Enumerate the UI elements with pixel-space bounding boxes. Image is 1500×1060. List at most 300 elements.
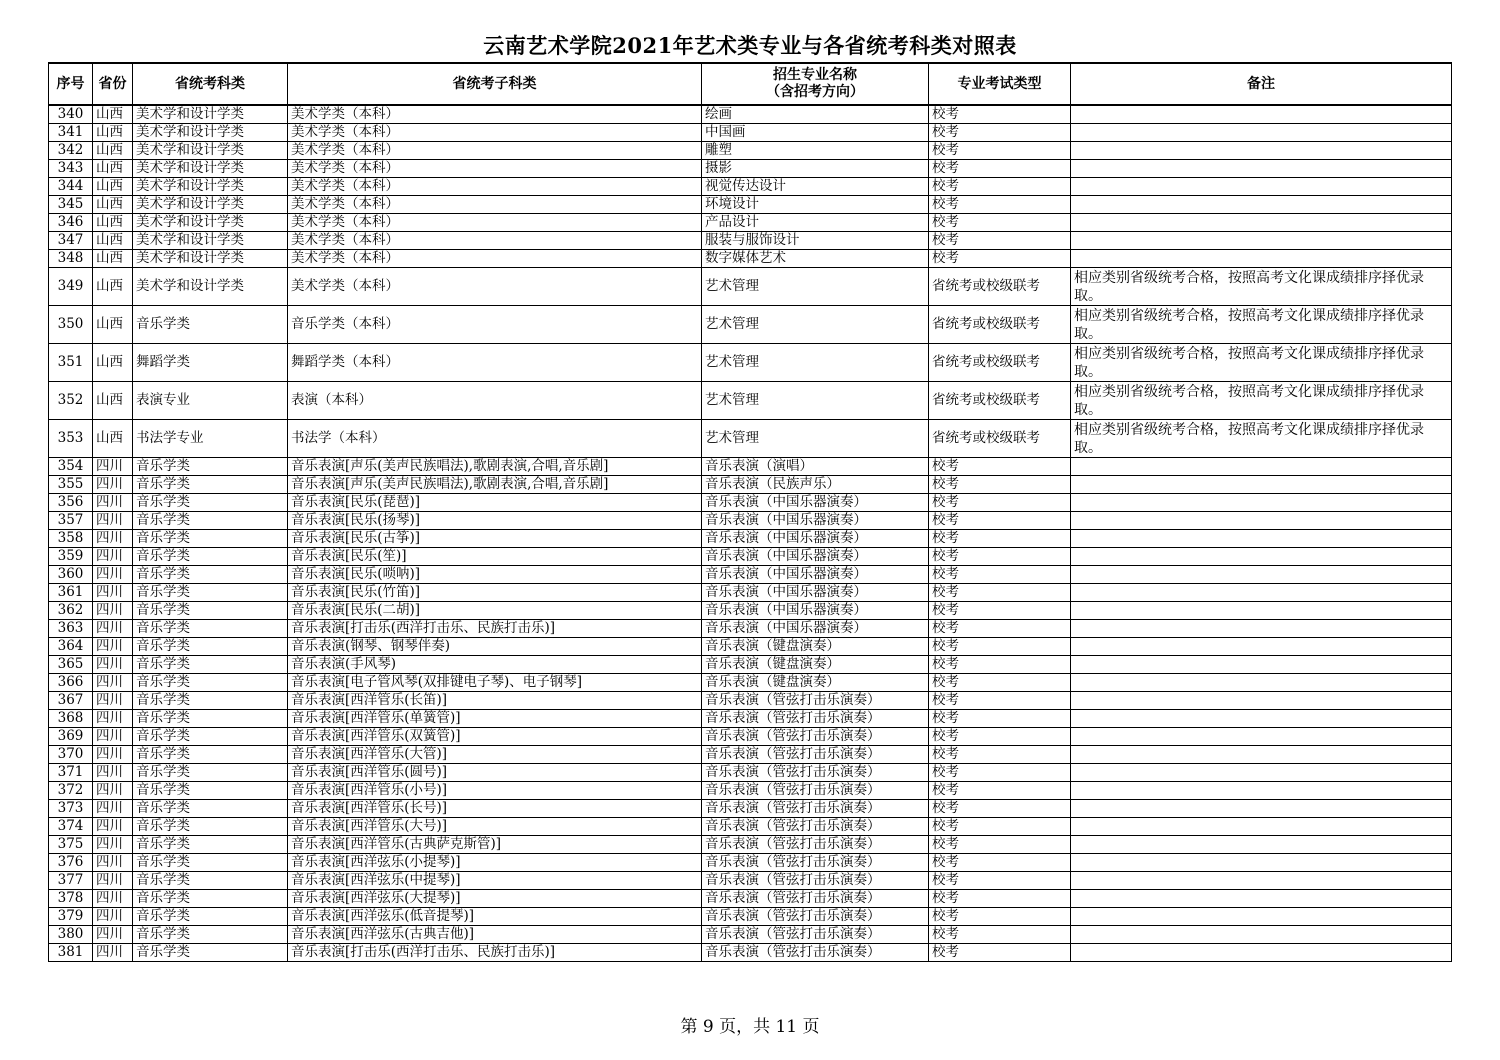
cell-major: 音乐表演（中国乐器演奏） <box>702 602 929 620</box>
table-row <box>49 458 1452 476</box>
cell-province: 山西 <box>93 196 133 214</box>
cell-province: 四川 <box>93 512 133 530</box>
cell-note <box>1071 494 1452 512</box>
cell-major: 艺术管理 <box>702 306 929 344</box>
cell-no: 357 <box>49 512 93 530</box>
cell-exam-type: 校考 <box>929 530 1071 548</box>
cell-exam-type: 校考 <box>929 566 1071 584</box>
cell-note <box>1071 232 1452 250</box>
cell-category: 音乐学类 <box>133 782 288 800</box>
cell-no: 351 <box>49 344 93 382</box>
table-row <box>49 908 1452 926</box>
header-note: 备注 <box>1071 63 1452 105</box>
cell-subcategory: 美术学类（本科） <box>288 142 702 160</box>
cell-exam-type: 校考 <box>929 728 1071 746</box>
table-row <box>49 250 1452 268</box>
cell-note <box>1071 602 1452 620</box>
table-row <box>49 566 1452 584</box>
table-row <box>49 728 1452 746</box>
cell-exam-type: 校考 <box>929 548 1071 566</box>
header-exam-type: 专业考试类型 <box>929 63 1071 105</box>
cell-subcategory: 音乐表演[民乐(二胡)] <box>288 602 702 620</box>
cell-exam-type: 校考 <box>929 854 1071 872</box>
table-header-row <box>49 63 1452 105</box>
cell-exam-type: 省统考或校级联考 <box>929 268 1071 306</box>
header-category: 省统考科类 <box>133 63 288 105</box>
cell-no: 352 <box>49 382 93 420</box>
table-row <box>49 638 1452 656</box>
cell-note <box>1071 854 1452 872</box>
cell-no: 356 <box>49 494 93 512</box>
cell-exam-type: 校考 <box>929 584 1071 602</box>
cell-major: 音乐表演（管弦打击乐演奏） <box>702 710 929 728</box>
cell-exam-type: 校考 <box>929 638 1071 656</box>
cell-category: 音乐学类 <box>133 764 288 782</box>
cell-subcategory: 美术学类（本科） <box>288 268 702 306</box>
cell-no: 353 <box>49 420 93 458</box>
cell-no: 350 <box>49 306 93 344</box>
cell-subcategory: 音乐表演[西洋弦乐(小提琴)] <box>288 854 702 872</box>
cell-category: 舞蹈学类 <box>133 344 288 382</box>
cell-no: 375 <box>49 836 93 854</box>
cell-note: 相应类别省级统考合格，按照高考文化课成绩排序择优录取。 <box>1071 268 1452 306</box>
cell-category: 音乐学类 <box>133 746 288 764</box>
cell-province: 四川 <box>93 710 133 728</box>
cell-exam-type: 校考 <box>929 476 1071 494</box>
cell-province: 四川 <box>93 566 133 584</box>
cell-no: 346 <box>49 214 93 232</box>
cell-no: 373 <box>49 800 93 818</box>
table-row <box>49 268 1452 306</box>
cell-category: 音乐学类 <box>133 890 288 908</box>
cell-category: 音乐学类 <box>133 926 288 944</box>
table-row <box>49 926 1452 944</box>
cell-province: 山西 <box>93 250 133 268</box>
cell-exam-type: 校考 <box>929 764 1071 782</box>
cell-no: 376 <box>49 854 93 872</box>
cell-exam-type: 校考 <box>929 800 1071 818</box>
cell-major: 音乐表演（管弦打击乐演奏） <box>702 944 929 962</box>
cell-subcategory: 音乐表演[民乐(琵琶)] <box>288 494 702 512</box>
cell-no: 363 <box>49 620 93 638</box>
cell-major: 摄影 <box>702 160 929 178</box>
cell-province: 山西 <box>93 268 133 306</box>
cell-province: 山西 <box>93 420 133 458</box>
table-row <box>49 584 1452 602</box>
cell-major: 音乐表演（管弦打击乐演奏） <box>702 746 929 764</box>
cell-province: 四川 <box>93 926 133 944</box>
cell-category: 美术学和设计学类 <box>133 124 288 142</box>
cell-province: 四川 <box>93 692 133 710</box>
cell-category: 音乐学类 <box>133 638 288 656</box>
cell-province: 山西 <box>93 382 133 420</box>
cell-major: 音乐表演（中国乐器演奏） <box>702 494 929 512</box>
header-subcategory: 省统考子科类 <box>288 63 702 105</box>
cell-category: 美术学和设计学类 <box>133 214 288 232</box>
table-row <box>49 476 1452 494</box>
cell-category: 音乐学类 <box>133 306 288 344</box>
table-row <box>49 214 1452 232</box>
cell-exam-type: 校考 <box>929 926 1071 944</box>
cell-subcategory: 音乐表演(钢琴、钢琴伴奏) <box>288 638 702 656</box>
cell-exam-type: 校考 <box>929 656 1071 674</box>
cell-subcategory: 书法学（本科） <box>288 420 702 458</box>
cell-subcategory: 美术学类（本科） <box>288 196 702 214</box>
cell-no: 358 <box>49 530 93 548</box>
cell-province: 四川 <box>93 818 133 836</box>
cell-subcategory: 表演（本科） <box>288 382 702 420</box>
cell-category: 美术学和设计学类 <box>133 196 288 214</box>
cell-no: 347 <box>49 232 93 250</box>
cell-no: 379 <box>49 908 93 926</box>
cell-major: 音乐表演（管弦打击乐演奏） <box>702 692 929 710</box>
document-title: 云南艺术学院2021年艺术类专业与各省统考科类对照表 <box>483 33 1017 58</box>
cell-subcategory: 音乐表演[民乐(竹笛)] <box>288 584 702 602</box>
cell-subcategory: 音乐表演[民乐(古筝)] <box>288 530 702 548</box>
cell-major: 艺术管理 <box>702 420 929 458</box>
cell-subcategory: 音乐表演[声乐(美声民族唱法),歌剧表演,合唱,音乐剧] <box>288 458 702 476</box>
cell-category: 表演专业 <box>133 382 288 420</box>
cell-no: 343 <box>49 160 93 178</box>
cell-category: 音乐学类 <box>133 458 288 476</box>
cell-category: 音乐学类 <box>133 674 288 692</box>
cell-province: 四川 <box>93 602 133 620</box>
cell-note: 相应类别省级统考合格，按照高考文化课成绩排序择优录取。 <box>1071 382 1452 420</box>
cell-note <box>1071 782 1452 800</box>
cell-subcategory: 美术学类（本科） <box>288 178 702 196</box>
cell-no: 342 <box>49 142 93 160</box>
cell-note <box>1071 800 1452 818</box>
cell-exam-type: 校考 <box>929 142 1071 160</box>
cell-note <box>1071 872 1452 890</box>
cell-province: 四川 <box>93 872 133 890</box>
cell-no: 345 <box>49 196 93 214</box>
cell-subcategory: 音乐学类（本科） <box>288 306 702 344</box>
cell-note <box>1071 674 1452 692</box>
cell-no: 354 <box>49 458 93 476</box>
header-major-line2: （含招考方向） <box>766 84 864 100</box>
cell-major: 音乐表演（管弦打击乐演奏） <box>702 836 929 854</box>
cell-category: 音乐学类 <box>133 602 288 620</box>
table-row <box>49 944 1452 962</box>
cell-note <box>1071 926 1452 944</box>
cell-province: 四川 <box>93 584 133 602</box>
cell-subcategory: 音乐表演[西洋管乐(小号)] <box>288 782 702 800</box>
cell-major: 音乐表演（中国乐器演奏） <box>702 566 929 584</box>
cell-no: 366 <box>49 674 93 692</box>
header-province: 省份 <box>93 63 133 105</box>
cell-exam-type: 校考 <box>929 458 1071 476</box>
cell-exam-type: 省统考或校级联考 <box>929 420 1071 458</box>
cell-category: 美术学和设计学类 <box>133 142 288 160</box>
cell-no: 377 <box>49 872 93 890</box>
table-row <box>49 530 1452 548</box>
cell-no: 348 <box>49 250 93 268</box>
cell-subcategory: 音乐表演[西洋管乐(长笛)] <box>288 692 702 710</box>
cell-province: 四川 <box>93 656 133 674</box>
cell-note <box>1071 142 1452 160</box>
table-row <box>49 548 1452 566</box>
cell-province: 山西 <box>93 344 133 382</box>
table-row <box>49 764 1452 782</box>
cell-exam-type: 校考 <box>929 782 1071 800</box>
table-row <box>49 692 1452 710</box>
cell-province: 四川 <box>93 800 133 818</box>
cell-major: 音乐表演（管弦打击乐演奏） <box>702 908 929 926</box>
cell-major: 产品设计 <box>702 214 929 232</box>
cell-subcategory: 美术学类（本科） <box>288 105 702 124</box>
cell-major: 音乐表演（中国乐器演奏） <box>702 584 929 602</box>
cell-category: 书法学专业 <box>133 420 288 458</box>
cell-category: 音乐学类 <box>133 476 288 494</box>
cell-no: 371 <box>49 764 93 782</box>
cell-exam-type: 校考 <box>929 124 1071 142</box>
cell-major: 音乐表演（中国乐器演奏） <box>702 620 929 638</box>
table-row <box>49 854 1452 872</box>
cell-province: 山西 <box>93 306 133 344</box>
cell-exam-type: 校考 <box>929 512 1071 530</box>
cell-province: 四川 <box>93 854 133 872</box>
cell-note <box>1071 818 1452 836</box>
cell-major: 艺术管理 <box>702 344 929 382</box>
cell-note <box>1071 836 1452 854</box>
cell-exam-type: 校考 <box>929 674 1071 692</box>
cell-note <box>1071 250 1452 268</box>
table-row <box>49 710 1452 728</box>
table-row <box>49 124 1452 142</box>
cell-province: 四川 <box>93 620 133 638</box>
cell-major: 音乐表演（管弦打击乐演奏） <box>702 800 929 818</box>
cell-subcategory: 音乐表演[西洋弦乐(古典吉他)] <box>288 926 702 944</box>
cell-no: 374 <box>49 818 93 836</box>
cell-note <box>1071 196 1452 214</box>
cell-category: 音乐学类 <box>133 728 288 746</box>
table-row <box>49 420 1452 458</box>
cell-province: 四川 <box>93 746 133 764</box>
cell-note <box>1071 160 1452 178</box>
cell-province: 四川 <box>93 728 133 746</box>
cell-province: 四川 <box>93 494 133 512</box>
cell-subcategory: 音乐表演[西洋管乐(大管)] <box>288 746 702 764</box>
cell-no: 380 <box>49 926 93 944</box>
cell-no: 344 <box>49 178 93 196</box>
cell-category: 音乐学类 <box>133 692 288 710</box>
cell-note <box>1071 944 1452 962</box>
cell-note: 相应类别省级统考合格，按照高考文化课成绩排序择优录取。 <box>1071 306 1452 344</box>
cell-no: 381 <box>49 944 93 962</box>
cell-note <box>1071 124 1452 142</box>
table-row <box>49 344 1452 382</box>
cell-subcategory: 音乐表演[西洋管乐(双簧管)] <box>288 728 702 746</box>
cell-no: 355 <box>49 476 93 494</box>
cell-category: 音乐学类 <box>133 512 288 530</box>
cell-major: 中国画 <box>702 124 929 142</box>
cell-no: 367 <box>49 692 93 710</box>
table-row <box>49 494 1452 512</box>
cell-note <box>1071 656 1452 674</box>
cell-exam-type: 校考 <box>929 232 1071 250</box>
cell-major: 艺术管理 <box>702 382 929 420</box>
table-row <box>49 836 1452 854</box>
cell-major: 音乐表演（管弦打击乐演奏） <box>702 926 929 944</box>
cell-subcategory: 音乐表演[西洋管乐(单簧管)] <box>288 710 702 728</box>
cell-exam-type: 校考 <box>929 494 1071 512</box>
cell-no: 372 <box>49 782 93 800</box>
cell-subcategory: 音乐表演[声乐(美声民族唱法),歌剧表演,合唱,音乐剧] <box>288 476 702 494</box>
table-row <box>49 746 1452 764</box>
cell-category: 美术学和设计学类 <box>133 178 288 196</box>
cell-note <box>1071 638 1452 656</box>
cell-major: 视觉传达设计 <box>702 178 929 196</box>
table-row <box>49 105 1452 124</box>
cell-exam-type: 校考 <box>929 160 1071 178</box>
cell-category: 音乐学类 <box>133 530 288 548</box>
cell-category: 美术学和设计学类 <box>133 160 288 178</box>
cell-category: 音乐学类 <box>133 944 288 962</box>
cell-subcategory: 音乐表演[西洋弦乐(中提琴)] <box>288 872 702 890</box>
table-row <box>49 232 1452 250</box>
cell-category: 音乐学类 <box>133 800 288 818</box>
header-major-line1: 招生专业名称 <box>773 67 857 83</box>
cell-province: 四川 <box>93 764 133 782</box>
cell-major: 音乐表演（管弦打击乐演奏） <box>702 890 929 908</box>
cell-exam-type: 校考 <box>929 746 1071 764</box>
cell-major: 音乐表演（管弦打击乐演奏） <box>702 764 929 782</box>
cell-major: 雕塑 <box>702 142 929 160</box>
cell-exam-type: 校考 <box>929 710 1071 728</box>
cell-province: 四川 <box>93 638 133 656</box>
cell-category: 音乐学类 <box>133 548 288 566</box>
cell-category: 音乐学类 <box>133 494 288 512</box>
cell-note <box>1071 692 1452 710</box>
cell-major: 音乐表演（民族声乐） <box>702 476 929 494</box>
cell-no: 360 <box>49 566 93 584</box>
cell-major: 音乐表演（中国乐器演奏） <box>702 548 929 566</box>
table-row <box>49 512 1452 530</box>
cell-no: 349 <box>49 268 93 306</box>
cell-subcategory: 音乐表演[西洋管乐(古典萨克斯管)] <box>288 836 702 854</box>
cell-category: 音乐学类 <box>133 710 288 728</box>
cell-no: 341 <box>49 124 93 142</box>
cell-subcategory: 音乐表演[打击乐(西洋打击乐、民族打击乐)] <box>288 620 702 638</box>
cell-note: 相应类别省级统考合格，按照高考文化课成绩排序择优录取。 <box>1071 420 1452 458</box>
header-no: 序号 <box>49 63 93 105</box>
cell-exam-type: 省统考或校级联考 <box>929 382 1071 420</box>
cell-category: 音乐学类 <box>133 872 288 890</box>
cell-province: 四川 <box>93 890 133 908</box>
cell-major: 音乐表演（键盘演奏） <box>702 656 929 674</box>
table-row <box>49 800 1452 818</box>
cell-exam-type: 校考 <box>929 214 1071 232</box>
cell-major: 音乐表演（管弦打击乐演奏） <box>702 728 929 746</box>
cell-category: 美术学和设计学类 <box>133 105 288 124</box>
cell-province: 四川 <box>93 782 133 800</box>
cell-province: 山西 <box>93 214 133 232</box>
cell-note <box>1071 530 1452 548</box>
cell-exam-type: 校考 <box>929 872 1071 890</box>
cell-note <box>1071 548 1452 566</box>
cell-no: 362 <box>49 602 93 620</box>
cell-major: 音乐表演（键盘演奏） <box>702 638 929 656</box>
cell-note: 相应类别省级统考合格，按照高考文化课成绩排序择优录取。 <box>1071 344 1452 382</box>
cell-exam-type: 校考 <box>929 602 1071 620</box>
cell-category: 音乐学类 <box>133 818 288 836</box>
cell-category: 音乐学类 <box>133 908 288 926</box>
cell-exam-type: 校考 <box>929 908 1071 926</box>
cell-major: 音乐表演（管弦打击乐演奏） <box>702 818 929 836</box>
cell-note <box>1071 746 1452 764</box>
cell-major: 音乐表演（管弦打击乐演奏） <box>702 872 929 890</box>
table-row <box>49 196 1452 214</box>
cell-major: 数字媒体艺术 <box>702 250 929 268</box>
cell-note <box>1071 458 1452 476</box>
cell-major: 服装与服饰设计 <box>702 232 929 250</box>
cell-province: 山西 <box>93 178 133 196</box>
cell-province: 四川 <box>93 674 133 692</box>
cell-major: 艺术管理 <box>702 268 929 306</box>
cell-no: 364 <box>49 638 93 656</box>
cell-major: 音乐表演（管弦打击乐演奏） <box>702 854 929 872</box>
page-footer: 第 9 页，共 11 页 <box>680 1017 820 1037</box>
cell-province: 四川 <box>93 944 133 962</box>
cell-province: 山西 <box>93 232 133 250</box>
cell-province: 四川 <box>93 530 133 548</box>
table-row <box>49 602 1452 620</box>
cell-province: 四川 <box>93 836 133 854</box>
cell-note <box>1071 710 1452 728</box>
cell-subcategory: 音乐表演[民乐(笙)] <box>288 548 702 566</box>
table-row <box>49 160 1452 178</box>
cell-province: 山西 <box>93 142 133 160</box>
cell-province: 四川 <box>93 458 133 476</box>
cell-category: 音乐学类 <box>133 836 288 854</box>
cell-major: 音乐表演（键盘演奏） <box>702 674 929 692</box>
cell-major: 音乐表演（中国乐器演奏） <box>702 530 929 548</box>
cell-note <box>1071 890 1452 908</box>
cell-subcategory: 音乐表演[西洋弦乐(大提琴)] <box>288 890 702 908</box>
cell-category: 美术学和设计学类 <box>133 250 288 268</box>
cell-category: 音乐学类 <box>133 584 288 602</box>
cell-category: 美术学和设计学类 <box>133 232 288 250</box>
cell-exam-type: 校考 <box>929 250 1071 268</box>
cell-category: 音乐学类 <box>133 854 288 872</box>
cell-category: 美术学和设计学类 <box>133 268 288 306</box>
cell-subcategory: 美术学类（本科） <box>288 232 702 250</box>
cell-note <box>1071 584 1452 602</box>
cell-exam-type: 省统考或校级联考 <box>929 344 1071 382</box>
cell-province: 山西 <box>93 124 133 142</box>
cell-major: 音乐表演（演唱） <box>702 458 929 476</box>
cell-note <box>1071 476 1452 494</box>
cell-note <box>1071 178 1452 196</box>
cell-exam-type: 校考 <box>929 836 1071 854</box>
table-row <box>49 142 1452 160</box>
cell-exam-type: 校考 <box>929 105 1071 124</box>
cell-no: 368 <box>49 710 93 728</box>
cell-province: 四川 <box>93 908 133 926</box>
cell-note <box>1071 728 1452 746</box>
cell-exam-type: 校考 <box>929 178 1071 196</box>
table-row <box>49 656 1452 674</box>
table-row <box>49 306 1452 344</box>
cell-exam-type: 校考 <box>929 196 1071 214</box>
cell-note <box>1071 566 1452 584</box>
cell-category: 音乐学类 <box>133 566 288 584</box>
cell-note <box>1071 620 1452 638</box>
cell-subcategory: 音乐表演[西洋管乐(大号)] <box>288 818 702 836</box>
cell-no: 378 <box>49 890 93 908</box>
cell-subcategory: 美术学类（本科） <box>288 124 702 142</box>
